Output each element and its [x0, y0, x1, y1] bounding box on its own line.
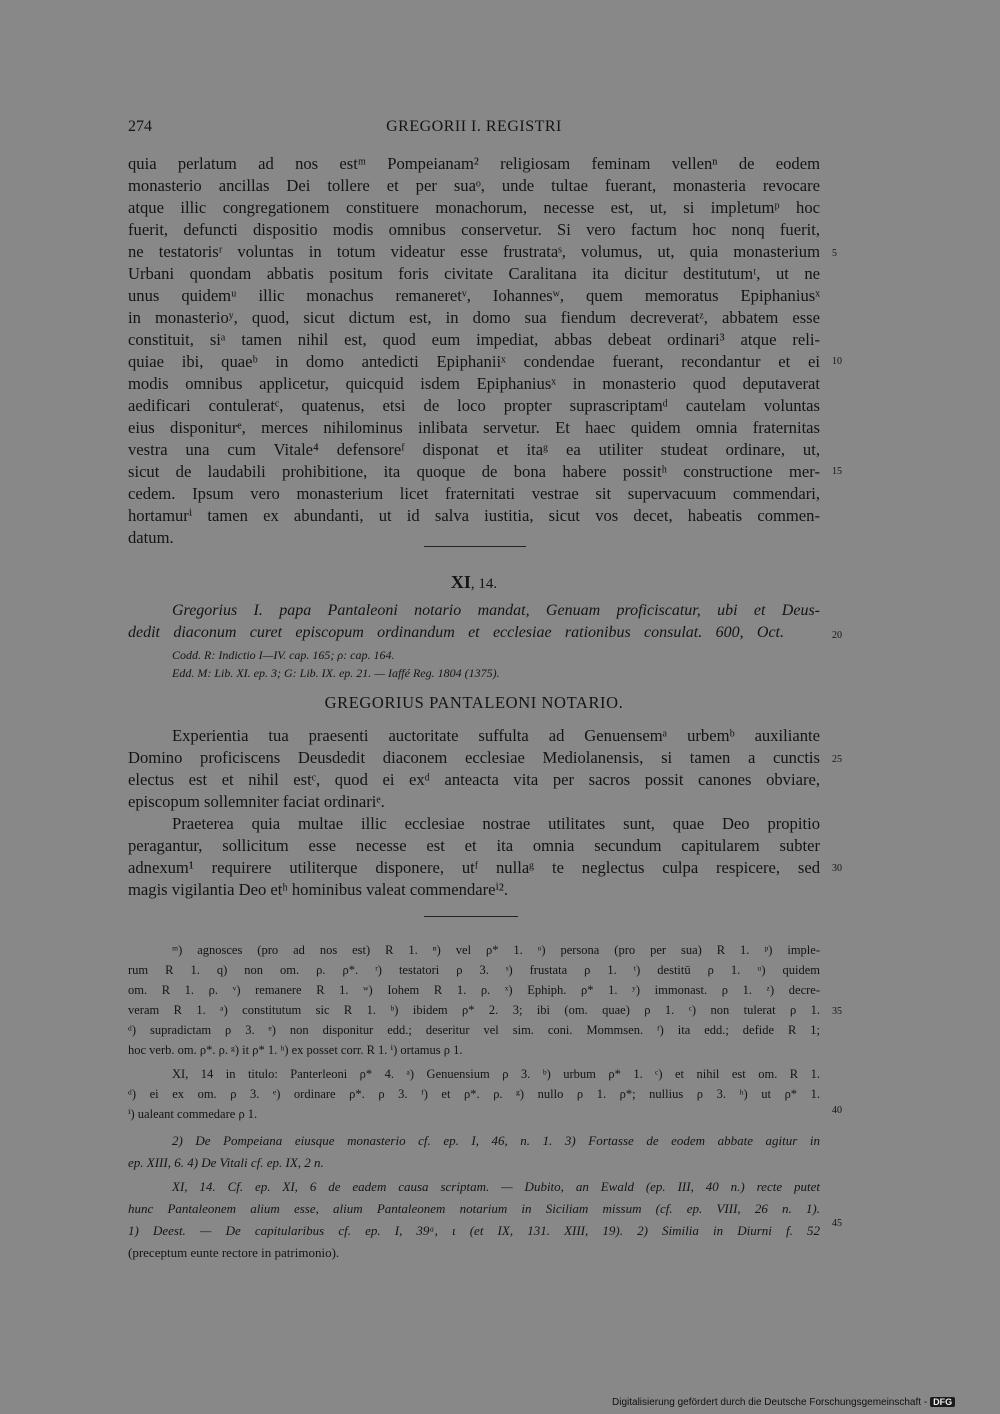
- note-line: ep. XIII, 6. 4) De Vitali cf. ep. IX, 2 n.: [128, 1155, 324, 1170]
- body-line: in monasterioʸ, quod, sicut dictum est, in domo sua fiendum decreveratᶻ, abbatem esse: [128, 308, 820, 327]
- page-number: 274: [128, 118, 152, 135]
- letter-addressee: GREGORIUS PANTALEONI NOTARIO.: [324, 693, 624, 712]
- footnote-line: ᵈ) supradictam ρ 3. ᵉ) non disponitur edd.; deseritur vel sim. coni. Mommsen. ᶠ) ita edd.; defide R 1;: [128, 1023, 820, 1037]
- letter-summary: dedit diaconum curet episcopum ordinandum et ecclesiae rationibus consulat. 600, Oct.: [128, 624, 784, 641]
- footnote-line: ᵈ) ei ex om. ρ 3. ᵉ) ordinare ρ*. ρ 3. ᶠ) et ρ*. ρ. ᵍ) nullo ρ 1. ρ*; nullius ρ 3. ʰ) ut ρ* 1.: [128, 1087, 820, 1101]
- letter-line: adnexum¹ requirere utiliterque disponere, utᶠ nullaᵍ te neglectus culpa respicere, sed: [128, 858, 820, 877]
- note-line: hunc Pantaleonem alium esse, alium Pantaleonem notarium in Siciliam missum (cf. ep. VIII, 26 n. 1).: [128, 1201, 820, 1216]
- letter-line: episcopum sollemniter faciat ordinariᵉ.: [128, 792, 385, 811]
- section-divider: [424, 546, 526, 547]
- line-number: 10: [832, 356, 842, 367]
- body-line: sicut de laudabili prohibitione, ita quoque de bona habere possitʰ constructione mer-: [128, 462, 820, 481]
- letter-book: XI: [450, 572, 471, 592]
- page-header: [128, 118, 820, 140]
- line-number: 15: [832, 466, 842, 477]
- running-title: GREGORII I. REGISTRI: [386, 118, 562, 135]
- body-line: hortamurⁱ tamen ex abundanti, ut id salva iustitia, sicut vos decet, habeatis commen-: [128, 506, 820, 525]
- funding-footer: [612, 1397, 955, 1408]
- footnote-line: ⁱ) ualeant commedare ρ 1.: [128, 1107, 258, 1121]
- codices-note: Codd. R: Indictio I—IV. cap. 165; ρ: cap. 164.: [172, 648, 395, 662]
- letter-line: magis vigilantia Deo etʰ hominibus valeat commendareⁱ².: [128, 880, 508, 899]
- line-number: 30: [832, 863, 842, 874]
- letter-line: Domino proficiscens Deusdedit diaconem ecclesiae Mediolanensis, si tamen a cunctis: [128, 748, 820, 767]
- line-number: 40: [832, 1105, 842, 1116]
- body-line: vestra una cum Vitale⁴ defensoreᶠ disponat et itaᵍ ea utiliter studeat ordinare, ut,: [128, 440, 820, 459]
- footnote-line: ᵐ) agnosces (pro ad nos est) R 1. ⁿ) vel ρ* 1. ᵒ) persona (pro per sua) R 1. ᵖ) imple-: [172, 943, 820, 957]
- note-line: 2) De Pompeiana eiusque monasterio cf. ep. I, 46, n. 1. 3) Fortasse de eodem abbate agitur in: [172, 1133, 820, 1148]
- body-line: constituit, siᵃ tamen nihil est, quod eum impediat, abbas debeat ordinari³ atque reli-: [128, 330, 820, 349]
- body-line: eius disponiturᵉ, merces nihilominus inlibata servetur. Et haec quidem omnia fraternitas: [128, 418, 820, 437]
- note-line: (preceptum eunte rectore in patrimonio).: [128, 1245, 340, 1260]
- body-line: quia perlatum ad nos estᵐ Pompeianam² religiosam feminam vellenⁿ de eodem: [128, 154, 820, 173]
- footnote-line: veram R 1. ᵃ) constitutum sic R 1. ᵇ) ibidem ρ* 2. 3; ibi (om. quae) ρ 1. ᶜ) non tulerat ρ 1.: [128, 1003, 820, 1017]
- line-number: 5: [832, 248, 837, 259]
- line-number: 25: [832, 754, 842, 765]
- letter-heading: [128, 572, 820, 593]
- dfg-logo: DFG: [930, 1397, 955, 1407]
- note-line: 1) Deest. — De capitularibus cf. ep. I, 39ᵃ, ι (et IX, 131. XIII, 19). 2) Similia in Diurni f. 52: [128, 1223, 820, 1238]
- letter-line: Praeterea quia multae illic ecclesiae nostrae utilitates sunt, quae Deo propitio: [172, 814, 820, 833]
- footnote-line: rum R 1. q) non om. ρ. ρ*. ʳ) testatori ρ 3. ˢ) frustata ρ 1. ᵗ) destitū ρ 1. ᵘ) quidem: [128, 963, 820, 977]
- body-line: fuerit, defuncti dispositio modis omnibus conservetur. Si vero factum hoc nonq fuerit,: [128, 220, 820, 239]
- body-line: quiae ibi, quaeᵇ in domo antedicti Epiphaniiˣ condendae fuerant, recondantur et ei: [128, 352, 820, 371]
- line-number: 35: [832, 1006, 842, 1017]
- body-line: aedificari contuleratᶜ, quatenus, etsi de loco propter suprascriptamᵈ cautelam voluntas: [128, 396, 820, 415]
- footnote-line: hoc verb. om. ρ*. ρ. ᵍ) it ρ* 1. ʰ) ex posset corr. R 1. ⁱ) ortamus ρ 1.: [128, 1043, 463, 1057]
- body-line: atque illic congregationem constituere monachorum, necesse est, ut, si impletumᵖ hoc: [128, 198, 820, 217]
- footnote-line: om. R 1. ρ. ᵛ) remanere R 1. ʷ) Iohem R 1. ρ. ˣ) Ephiph. ρ* 1. ʸ) immonast. ρ 1. ᶻ) decre-: [128, 983, 820, 997]
- letter-line: electus est et nihil estᶜ, quod ei exᵈ anteacta vita per sacros possit canones obviare,: [128, 770, 820, 789]
- funding-text: Digitalisierung gefördert durch die Deutsche Forschungsgemeinschaft -: [612, 1397, 928, 1408]
- editions-note: Edd. M: Lib. XI. ep. 3; G: Lib. IX. ep. 21. — Iaffé Reg. 1804 (1375).: [172, 666, 500, 680]
- letter-line: peragantur, sollicitum esse necesse est et ita omnia secundum capitularem subter: [128, 836, 820, 855]
- letter-number: , 14.: [470, 576, 498, 592]
- footnote-line: XI, 14 in titulo: Panterleoni ρ* 4. ᵃ) Genuensium ρ 3. ᵇ) urbum ρ* 1. ᶜ) et nihil est om. R 1.: [172, 1067, 820, 1081]
- body-line: ne testatorisʳ voluntas in totum videatur esse frustrataˢ, volumus, ut, quia monasterium: [128, 242, 820, 261]
- body-line: datum.: [128, 528, 174, 547]
- body-line: modis omnibus applicetur, quicquid isdem Epiphaniusˣ in monasterio quod deputaverat: [128, 374, 820, 393]
- footnote-divider: [424, 916, 518, 917]
- line-number: 45: [832, 1218, 842, 1229]
- body-line: cedem. Ipsum vero monasterium licet fraternitati vestrae sit supervacuum commendari,: [128, 484, 820, 503]
- line-number: 20: [832, 630, 842, 641]
- letter-summary: Gregorius I. papa Pantaleoni notario mandat, Genuam proficiscatur, ubi et Deus-: [172, 602, 820, 619]
- body-line: unus quidemᵘ illic monachus remaneretᵛ, Iohannesʷ, quem memoratus Epiphaniusˣ: [128, 286, 820, 305]
- letter-line: Experientia tua praesenti auctoritate suffulta ad Genuensemᵃ urbemᵇ auxiliante: [172, 726, 820, 745]
- body-line: Urbani quondam abbatis positum foris civitate Caralitana ita dicitur destitutumᵗ, ut ne: [128, 264, 820, 283]
- body-line: monasterio ancillas Dei tollere et per suaᵒ, unde tultae fuerant, monasteria revocare: [128, 176, 820, 195]
- note-line: XI, 14. Cf. ep. XI, 6 de eadem causa scriptam. — Dubito, an Ewald (ep. III, 40 n.) recte putet: [172, 1179, 820, 1194]
